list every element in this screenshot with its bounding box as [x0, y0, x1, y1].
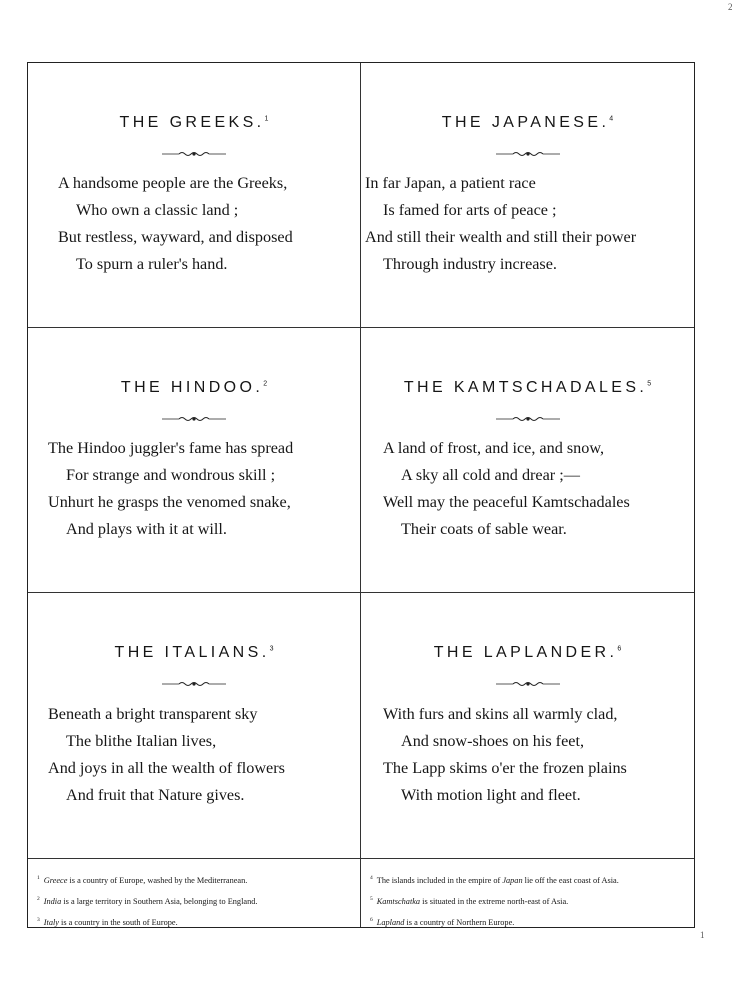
footnotes [28, 859, 694, 927]
panel-laplander [361, 593, 694, 859]
poem-line: Beneath a bright transparent sky [48, 705, 258, 723]
poem-stanza [365, 170, 636, 278]
poem-stanza [383, 701, 627, 809]
panel-title-text: THE LAPLANDER. [433, 644, 618, 661]
poem-line: A sky all cold and drear ;— [401, 466, 580, 484]
poem-line: Well may the peaceful Kamtschadales [383, 493, 630, 511]
footnote-text: is a country of Northern Europe. [404, 917, 515, 927]
poem-line: The Lapp skims o'er the frozen plains [383, 759, 627, 777]
ornament-icon [495, 680, 561, 688]
panel-hindoo [28, 328, 361, 593]
footnote-text: is a large territory in Southern Asia, belonging to England. [61, 896, 258, 906]
footnote [37, 869, 360, 890]
poem-line: And fruit that Nature gives. [66, 786, 245, 804]
footnote [370, 869, 694, 890]
footnote-text: is a country in the south of Europe. [58, 917, 178, 927]
footnote-number: 5 [370, 895, 373, 902]
poem-line: And plays with it at will. [66, 520, 227, 538]
footnotes-right [361, 859, 694, 927]
footnote-term: India [43, 896, 62, 906]
poem-stanza [383, 435, 630, 543]
poem-line: Unhurt he grasps the venomed snake, [48, 493, 291, 511]
footnote-ref: 1 [264, 115, 269, 123]
footnote [370, 890, 694, 911]
footnote-number: 2 [37, 895, 40, 902]
footnote-term: Kamtschatka [376, 896, 421, 906]
panel-title [28, 644, 360, 662]
poem-line: And still their wealth and still their power [365, 228, 637, 246]
panel-title-text: THE KAMTSCHADALES. [403, 379, 648, 396]
poem-line: Their coats of sable wear. [401, 520, 567, 538]
poem-line: Who own a classic land ; [76, 201, 239, 219]
panel-title-text: THE ITALIANS. [114, 644, 270, 661]
panel-title [28, 379, 360, 397]
footnote-ref: 3 [269, 645, 274, 653]
poem-line: The blithe Italian lives, [66, 732, 217, 750]
footnote-number: 1 [37, 875, 40, 881]
footnote-term: Greece [43, 875, 68, 885]
panel-italians [28, 593, 361, 859]
panel-title [361, 644, 694, 662]
poem-stanza [48, 701, 285, 809]
poem-line: A land of frost, and ice, and snow, [383, 439, 605, 457]
panel-greeks [28, 63, 361, 328]
footnote-text: lie off the east coast of Asia. [522, 875, 619, 885]
panel-title [28, 114, 360, 132]
poem-line: To spurn a ruler's hand. [76, 255, 228, 273]
footnote-ref: 5 [647, 380, 652, 388]
panel-title-text: THE JAPANESE. [441, 114, 610, 131]
panel-title-text: THE HINDOO. [120, 379, 264, 396]
footnote [370, 911, 694, 932]
footnote-term: Japan [502, 875, 523, 885]
ornament-icon [161, 150, 227, 158]
poem-stanza [48, 435, 293, 543]
poem-stanza [58, 170, 293, 278]
footnote-pre: The islands included in the empire of [376, 875, 503, 885]
panel-title [361, 114, 694, 132]
poem-grid [27, 62, 695, 928]
poem-line: A handsome people are the Greeks, [58, 174, 288, 192]
ornament-icon [495, 415, 561, 423]
poem-line: With furs and skins all warmly clad, [383, 705, 618, 723]
poem-line: And joys in all the wealth of flowers [48, 759, 285, 777]
footnote-ref: 2 [263, 380, 268, 388]
poem-line: And snow-shoes on his feet, [401, 732, 584, 750]
footnote [37, 890, 360, 911]
footnote-text: is situated in the extreme north-east of Asia. [420, 896, 569, 906]
panel-japanese [361, 63, 694, 328]
panel-title [361, 379, 694, 397]
footnote [37, 911, 360, 932]
footnote-ref: 4 [609, 115, 614, 123]
footnote-number: 4 [370, 875, 373, 881]
footnote-ref: 6 [617, 645, 622, 653]
poem-row-1 [28, 63, 694, 328]
ornament-icon [161, 415, 227, 423]
poem-row-2 [28, 328, 694, 593]
poem-line: The Hindoo juggler's fame has spread [48, 439, 294, 457]
poem-line: But restless, wayward, and disposed [58, 228, 293, 246]
footnote-term: Lapland [376, 917, 405, 927]
ornament-icon [495, 150, 561, 158]
footnotes-left [28, 859, 361, 927]
footnote-number: 6 [370, 916, 373, 923]
poem-row-3 [28, 593, 694, 859]
poem-line: For strange and wondrous skill ; [66, 466, 276, 484]
poem-line: In far Japan, a patient race [365, 174, 536, 192]
footnote-number: 3 [37, 916, 40, 923]
poem-line: With motion light and fleet. [401, 786, 581, 804]
footnote-text: is a country of Europe, washed by the Mediterranean. [67, 875, 248, 885]
poem-line: Through industry increase. [383, 255, 557, 273]
panel-kamtschadales [361, 328, 694, 593]
ornament-icon [161, 680, 227, 688]
panel-title-text: THE GREEKS. [119, 114, 265, 131]
footnote-term: Italy [43, 917, 59, 927]
page-mark-top: 2 [728, 2, 733, 12]
page-mark-bottom: 1 [700, 930, 705, 940]
poem-line: Is famed for arts of peace ; [383, 201, 557, 219]
